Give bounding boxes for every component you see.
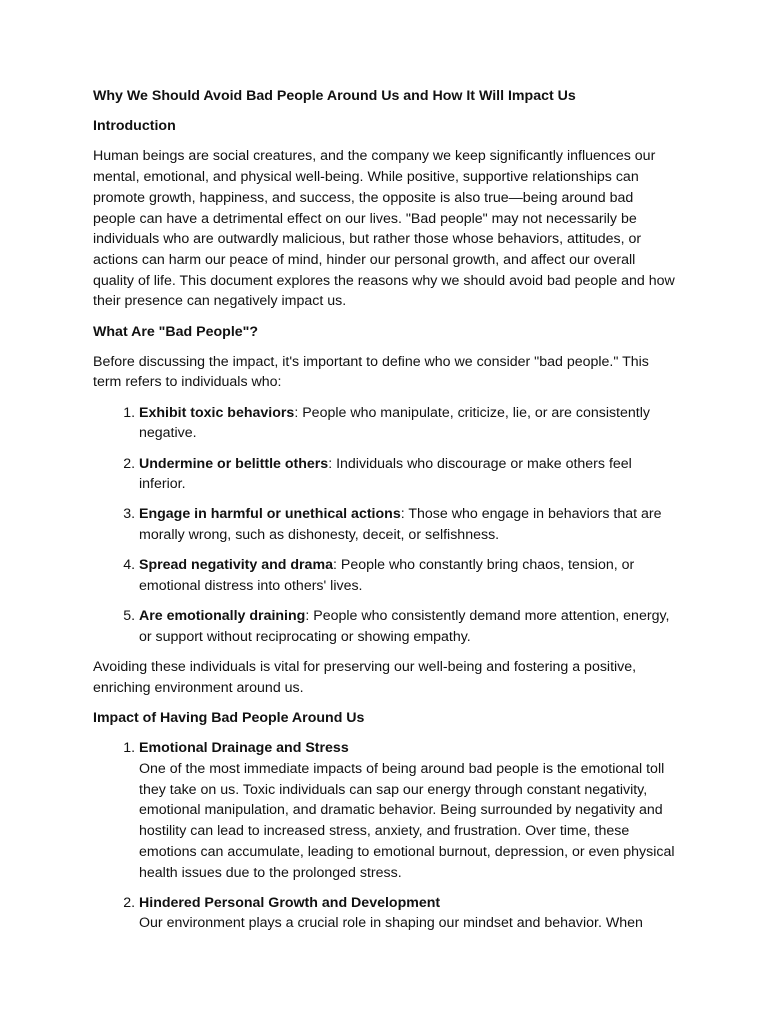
trait-description: : People who manipulate, criticize, lie, or are consistently negative. — [139, 404, 650, 442]
list-item — [139, 403, 677, 444]
impact-title: 1. Emotional Drainage and Stress — [139, 740, 349, 757]
definition-paragraph: Before discussing the impact, it's important to define who we consider "bad people." This term refers to individuals who: — [93, 353, 649, 391]
list-item — [139, 504, 677, 545]
what-are-bad-people-heading: What Are "Bad People"? — [93, 323, 259, 340]
list-item — [139, 555, 677, 596]
impacts-list — [93, 738, 677, 934]
list-item — [139, 606, 677, 647]
trait-description: : People who consistently demand more attention, energy, or support without reciprocating or showing empathy. — [139, 608, 670, 645]
avoidance-paragraph: Avoiding these individuals is vital for preserving our well-being and fostering a positive, enriching environment around us. — [93, 659, 637, 696]
trait-term: Exhibit toxic behaviors — [139, 404, 295, 421]
introduction-paragraph: Human beings are social creatures, and the company we keep significantly influences our mental, emotional, and physical well-being. While positive, supportive relationships can promote growth, happiness, and success, the opposite is also true—being around bad people can have a detrimental effect on our lives. "Bad people" may not necessarily be individuals who are outwardly malicious, but rather those whose behaviors, attitudes, or actions can harm our peace of mind, hinder our personal growth, and affect our overall quality of life. This document explores the reasons why we should avoid bad people and how their presence can negatively impact us. — [93, 148, 675, 310]
document-title: Why We Should Avoid Bad People Around Us and How It Will Impact Us — [93, 88, 576, 104]
trait-term: Spread negativity and drama — [139, 557, 333, 574]
trait-description: : People who constantly bring chaos, tension, or emotional distress into others' lives. — [139, 557, 635, 595]
introduction-heading: Introduction — [93, 118, 176, 135]
trait-description: : Those who engage in behaviors that are morally wrong, such as dishonesty, deceit, or selfishness. — [139, 506, 662, 544]
impact-heading: Impact of Having Bad People Around Us — [93, 710, 365, 727]
list-item — [139, 454, 677, 495]
trait-term: Undermine or belittle others — [139, 455, 329, 472]
trait-term: Engage in harmful or unethical actions — [139, 506, 401, 523]
impact-text: Our environment plays a crucial role in shaping our mindset and behavior. When — [139, 915, 643, 932]
trait-term: Are emotionally draining — [139, 608, 306, 625]
list-item — [139, 738, 677, 883]
list-item — [139, 893, 677, 934]
impact-title: 2. Hindered Personal Growth and Development — [139, 894, 441, 911]
traits-list — [93, 403, 677, 648]
impact-text: One of the most immediate impacts of being around bad people is the emotional toll they take on us. Toxic individuals can sap our energy through constant negativity, emotional manipulation, and dramatic behavior. Being surrounded by negativity and hostility can lead to increased stress, anxiety, and frustration. Over time, these emotions can accumulate, leading to emotional burnout, depression, or even physical health issues due to the prolonged stress. — [139, 760, 675, 881]
trait-description: : Individuals who discourage or make others feel inferior. — [139, 455, 632, 493]
document-page — [93, 86, 677, 944]
